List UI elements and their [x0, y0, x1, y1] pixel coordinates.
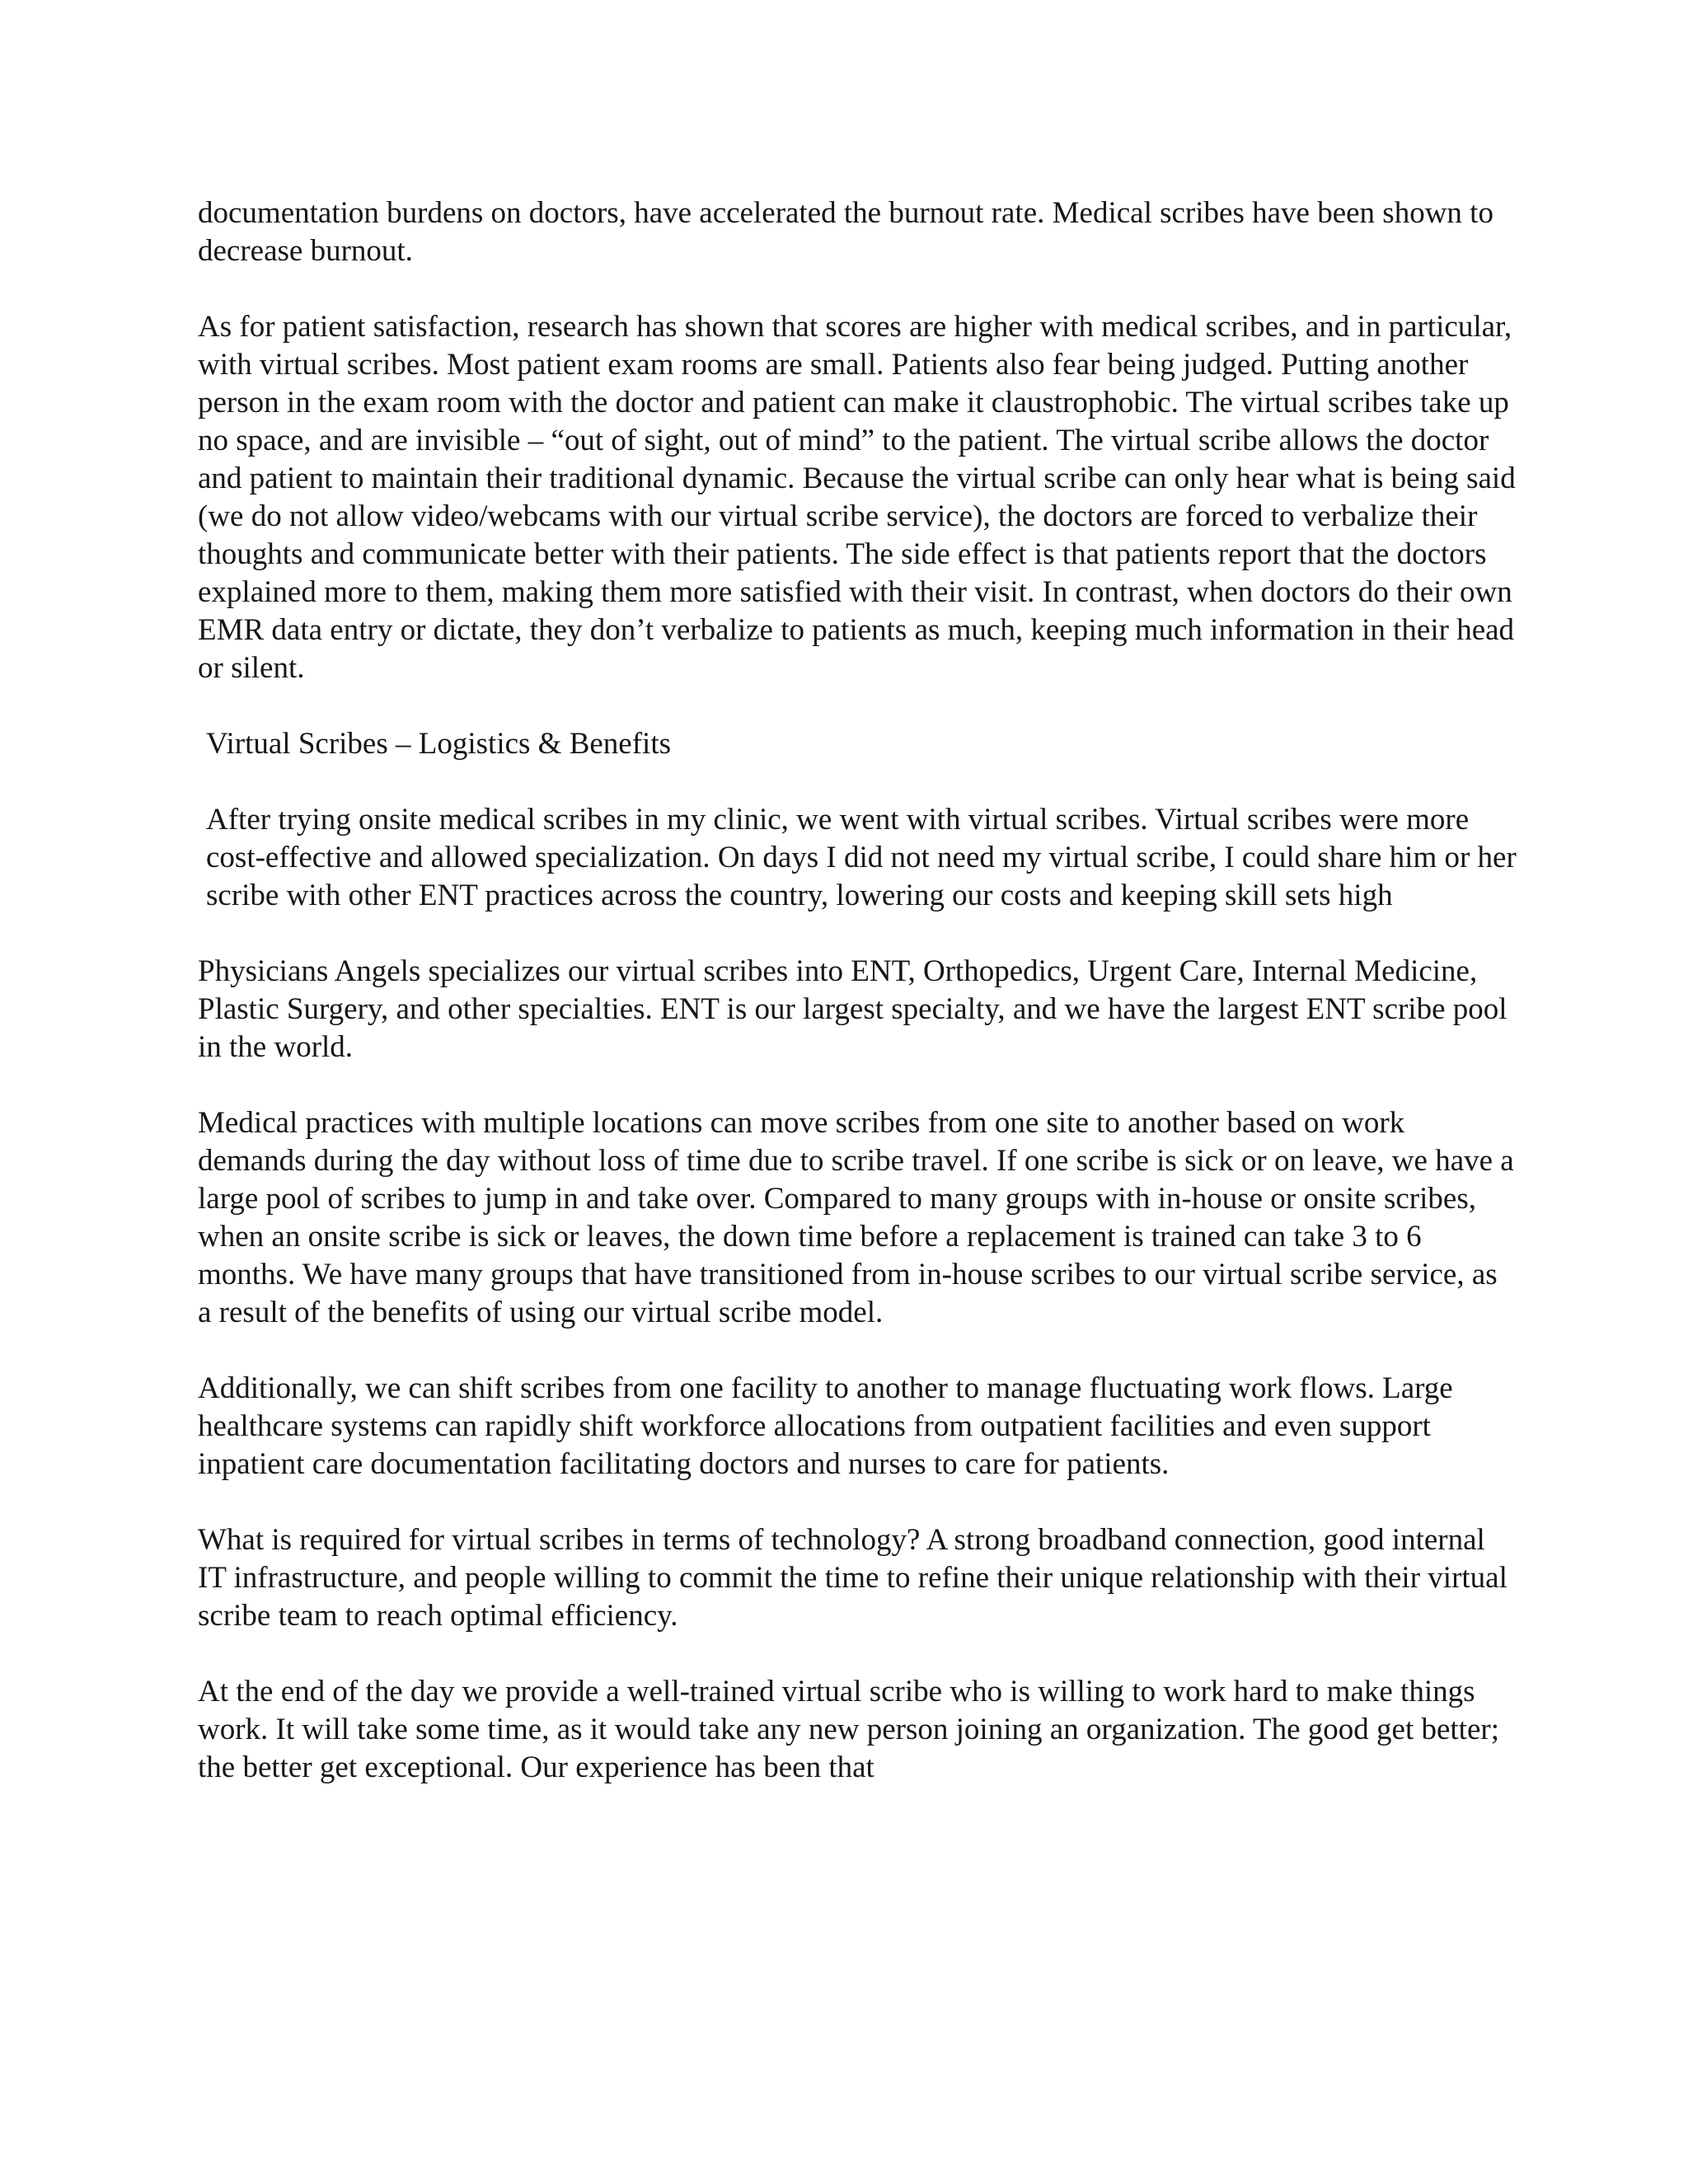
paragraph-specialties: Physicians Angels specializes our virtual scribes into ENT, Orthopedics, Urgent Care, Internal Medicine, Plastic Surgery, and other specialties. ENT is our largest specialty, and we have the largest ENT scribe pool in the world. — [198, 954, 1507, 1064]
section-heading-logistics-benefits: Virtual Scribes – Logistics & Benefits — [206, 727, 671, 761]
paragraph-patient-satisfaction: As for patient satisfaction, research has shown that scores are higher with medical scribes, and in particular, with virtual scribes. Most patient exam rooms are small. Patients also fear being judged. Putting another person in the exam room with the doctor and patient can make it claustrophobic. The virtual scribes take up no space, and are invisible – “out of sight, out of mind” to the patient. The virtual scribe allows the doctor and patient to maintain their traditional dynamic. Because the virtual scribe can only hear what is being said (we do not allow video/webcams with our virtual scribe service), the doctors are forced to verbalize their thoughts and communicate better with their patients. The side effect is that patients report that the doctors explained more to them, making them more satisfied with their visit. In contrast, when doctors do their own EMR data entry or dictate, they don’t verbalize to patients as much, keeping much information in their head or silent. — [198, 310, 1516, 685]
paragraph-technology-requirements: What is required for virtual scribes in terms of technology? A strong broadband connection, good internal IT infrastructure, and people willing to commit the time to refine their unique relationship with their virtual scribe team to reach optimal efficiency. — [198, 1523, 1507, 1633]
paragraph-burnout: documentation burdens on doctors, have accelerated the burnout rate. Medical scribes have been shown to decrease burnout. — [198, 196, 1493, 268]
paragraph-shift-scribes: Additionally, we can shift scribes from one facility to another to manage fluctuating work flows. Large healthcare systems can rapidly shift workforce allocations from outpatient facilities and even support inpatient care documentation facilitating doctors and nurses to care for patients. — [198, 1371, 1453, 1481]
paragraph-onsite-vs-virtual: After trying onsite medical scribes in my clinic, we went with virtual scribes. Virtual scribes were more cost-effective and allowed specialization. On days I did not need my virtual scribe, I could share him or her scribe with other ENT practices across the country, lowering our costs and keeping skill sets high — [206, 803, 1517, 912]
paragraph-end-of-day: At the end of the day we provide a well-trained virtual scribe who is willing to work hard to make things work. It will take some time, as it would take any new person joining an organization. The good get better; the better get exceptional. Our experience has been that — [198, 1675, 1499, 1784]
paragraph-multiple-locations: Medical practices with multiple locations can move scribes from one site to another based on work demands during the day without loss of time due to scribe travel. If one scribe is sick or on leave, we have a large pool of scribes to jump in and take over. Compared to many groups with in-house or onsite scribes, when an onsite scribe is sick or leaves, the down time before a replacement is trained can take 3 to 6 months. We have many groups that have transitioned from in-house scribes to our virtual scribe service, as a result of the benefits of using our virtual scribe model. — [198, 1106, 1514, 1329]
document-body — [198, 194, 1517, 1825]
